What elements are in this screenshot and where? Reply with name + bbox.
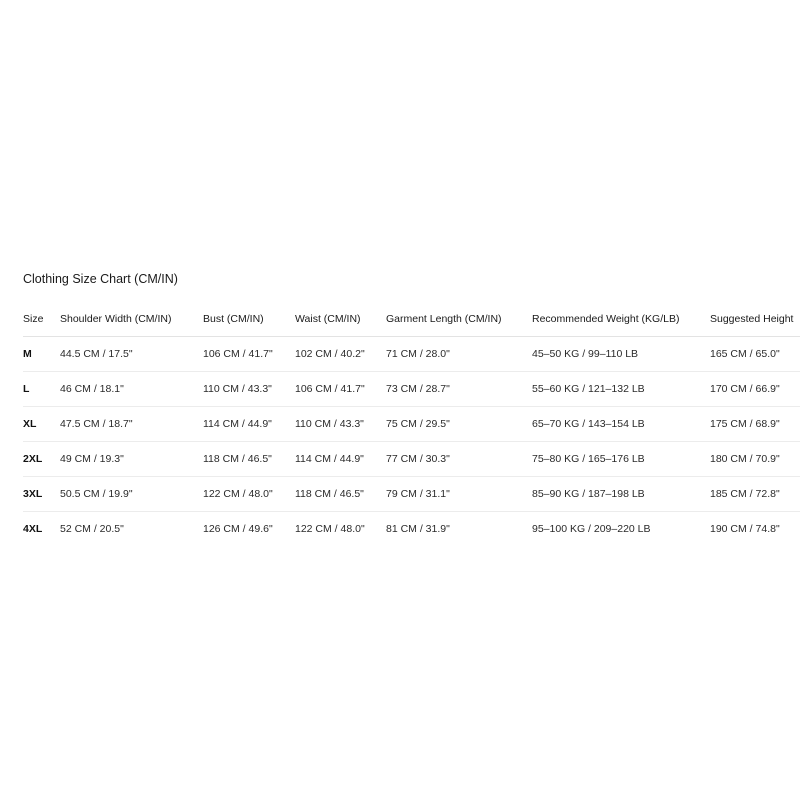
bust-cell: 126 CM / 49.6" xyxy=(203,522,273,535)
recommended-weight-cell: 95–100 KG / 209–220 LB xyxy=(532,522,651,535)
size-chart-table xyxy=(23,302,800,546)
recommended-weight-cell: 55–60 KG / 121–132 LB xyxy=(532,371,710,406)
bust-cell: 118 CM / 46.5" xyxy=(203,441,295,476)
size-cell: M xyxy=(23,336,60,371)
size-chart-title: Clothing Size Chart (CM/IN) xyxy=(23,272,178,286)
bust-cell: 106 CM / 41.7" xyxy=(203,336,295,371)
shoulder-width-cell: 49 CM / 19.3" xyxy=(60,441,203,476)
column-header-waist: Waist (CM/IN) xyxy=(295,302,386,336)
table-row xyxy=(23,406,800,441)
shoulder-width-cell: 46 CM / 18.1" xyxy=(60,371,203,406)
shoulder-width-cell: 44.5 CM / 17.5" xyxy=(60,336,203,371)
recommended-weight-cell: 75–80 KG / 165–176 LB xyxy=(532,441,710,476)
size-cell: 4XL xyxy=(23,522,43,535)
recommended-weight-cell: 65–70 KG / 143–154 LB xyxy=(532,406,710,441)
suggested-height-cell: 185 CM / 72.8" xyxy=(710,476,800,511)
column-header-shoulder-width: Shoulder Width (CM/IN) xyxy=(60,302,203,336)
waist-cell: 102 CM / 40.2" xyxy=(295,336,386,371)
garment-length-cell: 73 CM / 28.7" xyxy=(386,371,532,406)
waist-cell: 114 CM / 44.9" xyxy=(295,441,386,476)
bust-cell: 110 CM / 43.3" xyxy=(203,371,295,406)
column-header-recommended-weight: Recommended Weight (KG/LB) xyxy=(532,302,710,336)
waist-cell: 106 CM / 41.7" xyxy=(295,371,386,406)
garment-length-cell: 79 CM / 31.1" xyxy=(386,476,532,511)
column-header-bust: Bust (CM/IN) xyxy=(203,302,295,336)
shoulder-width-cell: 52 CM / 20.5" xyxy=(60,522,124,535)
suggested-height-cell: 165 CM / 65.0" xyxy=(710,336,800,371)
table-row xyxy=(23,441,800,476)
garment-length-cell: 81 CM / 31.9" xyxy=(386,522,450,535)
shoulder-width-cell: 50.5 CM / 19.9" xyxy=(60,476,203,511)
garment-length-cell: 71 CM / 28.0" xyxy=(386,336,532,371)
garment-length-cell: 77 CM / 30.3" xyxy=(386,441,532,476)
table-row xyxy=(23,476,800,511)
table-row xyxy=(23,336,800,371)
size-cell: 3XL xyxy=(23,476,60,511)
size-chart-header xyxy=(23,302,800,336)
size-cell: L xyxy=(23,371,60,406)
size-cell: 2XL xyxy=(23,441,60,476)
suggested-height-cell: 170 CM / 66.9" xyxy=(710,371,800,406)
garment-length-cell: 75 CM / 29.5" xyxy=(386,406,532,441)
header-row xyxy=(23,302,800,336)
recommended-weight-cell: 85–90 KG / 187–198 LB xyxy=(532,476,710,511)
waist-cell: 122 CM / 48.0" xyxy=(295,522,365,535)
size-cell: XL xyxy=(23,406,60,441)
size-chart-body xyxy=(23,336,800,546)
shoulder-width-cell: 47.5 CM / 18.7" xyxy=(60,406,203,441)
waist-cell: 110 CM / 43.3" xyxy=(295,406,386,441)
column-header-garment-length: Garment Length (CM/IN) xyxy=(386,302,532,336)
suggested-height-cell: 180 CM / 70.9" xyxy=(710,441,800,476)
bust-cell: 122 CM / 48.0" xyxy=(203,476,295,511)
table-row xyxy=(23,371,800,406)
waist-cell: 118 CM / 46.5" xyxy=(295,476,386,511)
bust-cell: 114 CM / 44.9" xyxy=(203,406,295,441)
suggested-height-cell: 190 CM / 74.8" xyxy=(710,522,780,535)
column-header-size: Size xyxy=(23,302,60,336)
recommended-weight-cell: 45–50 KG / 99–110 LB xyxy=(532,336,710,371)
table-row xyxy=(23,511,800,546)
suggested-height-cell: 175 CM / 68.9" xyxy=(710,406,800,441)
column-header-suggested-height: Suggested Height xyxy=(710,302,800,336)
